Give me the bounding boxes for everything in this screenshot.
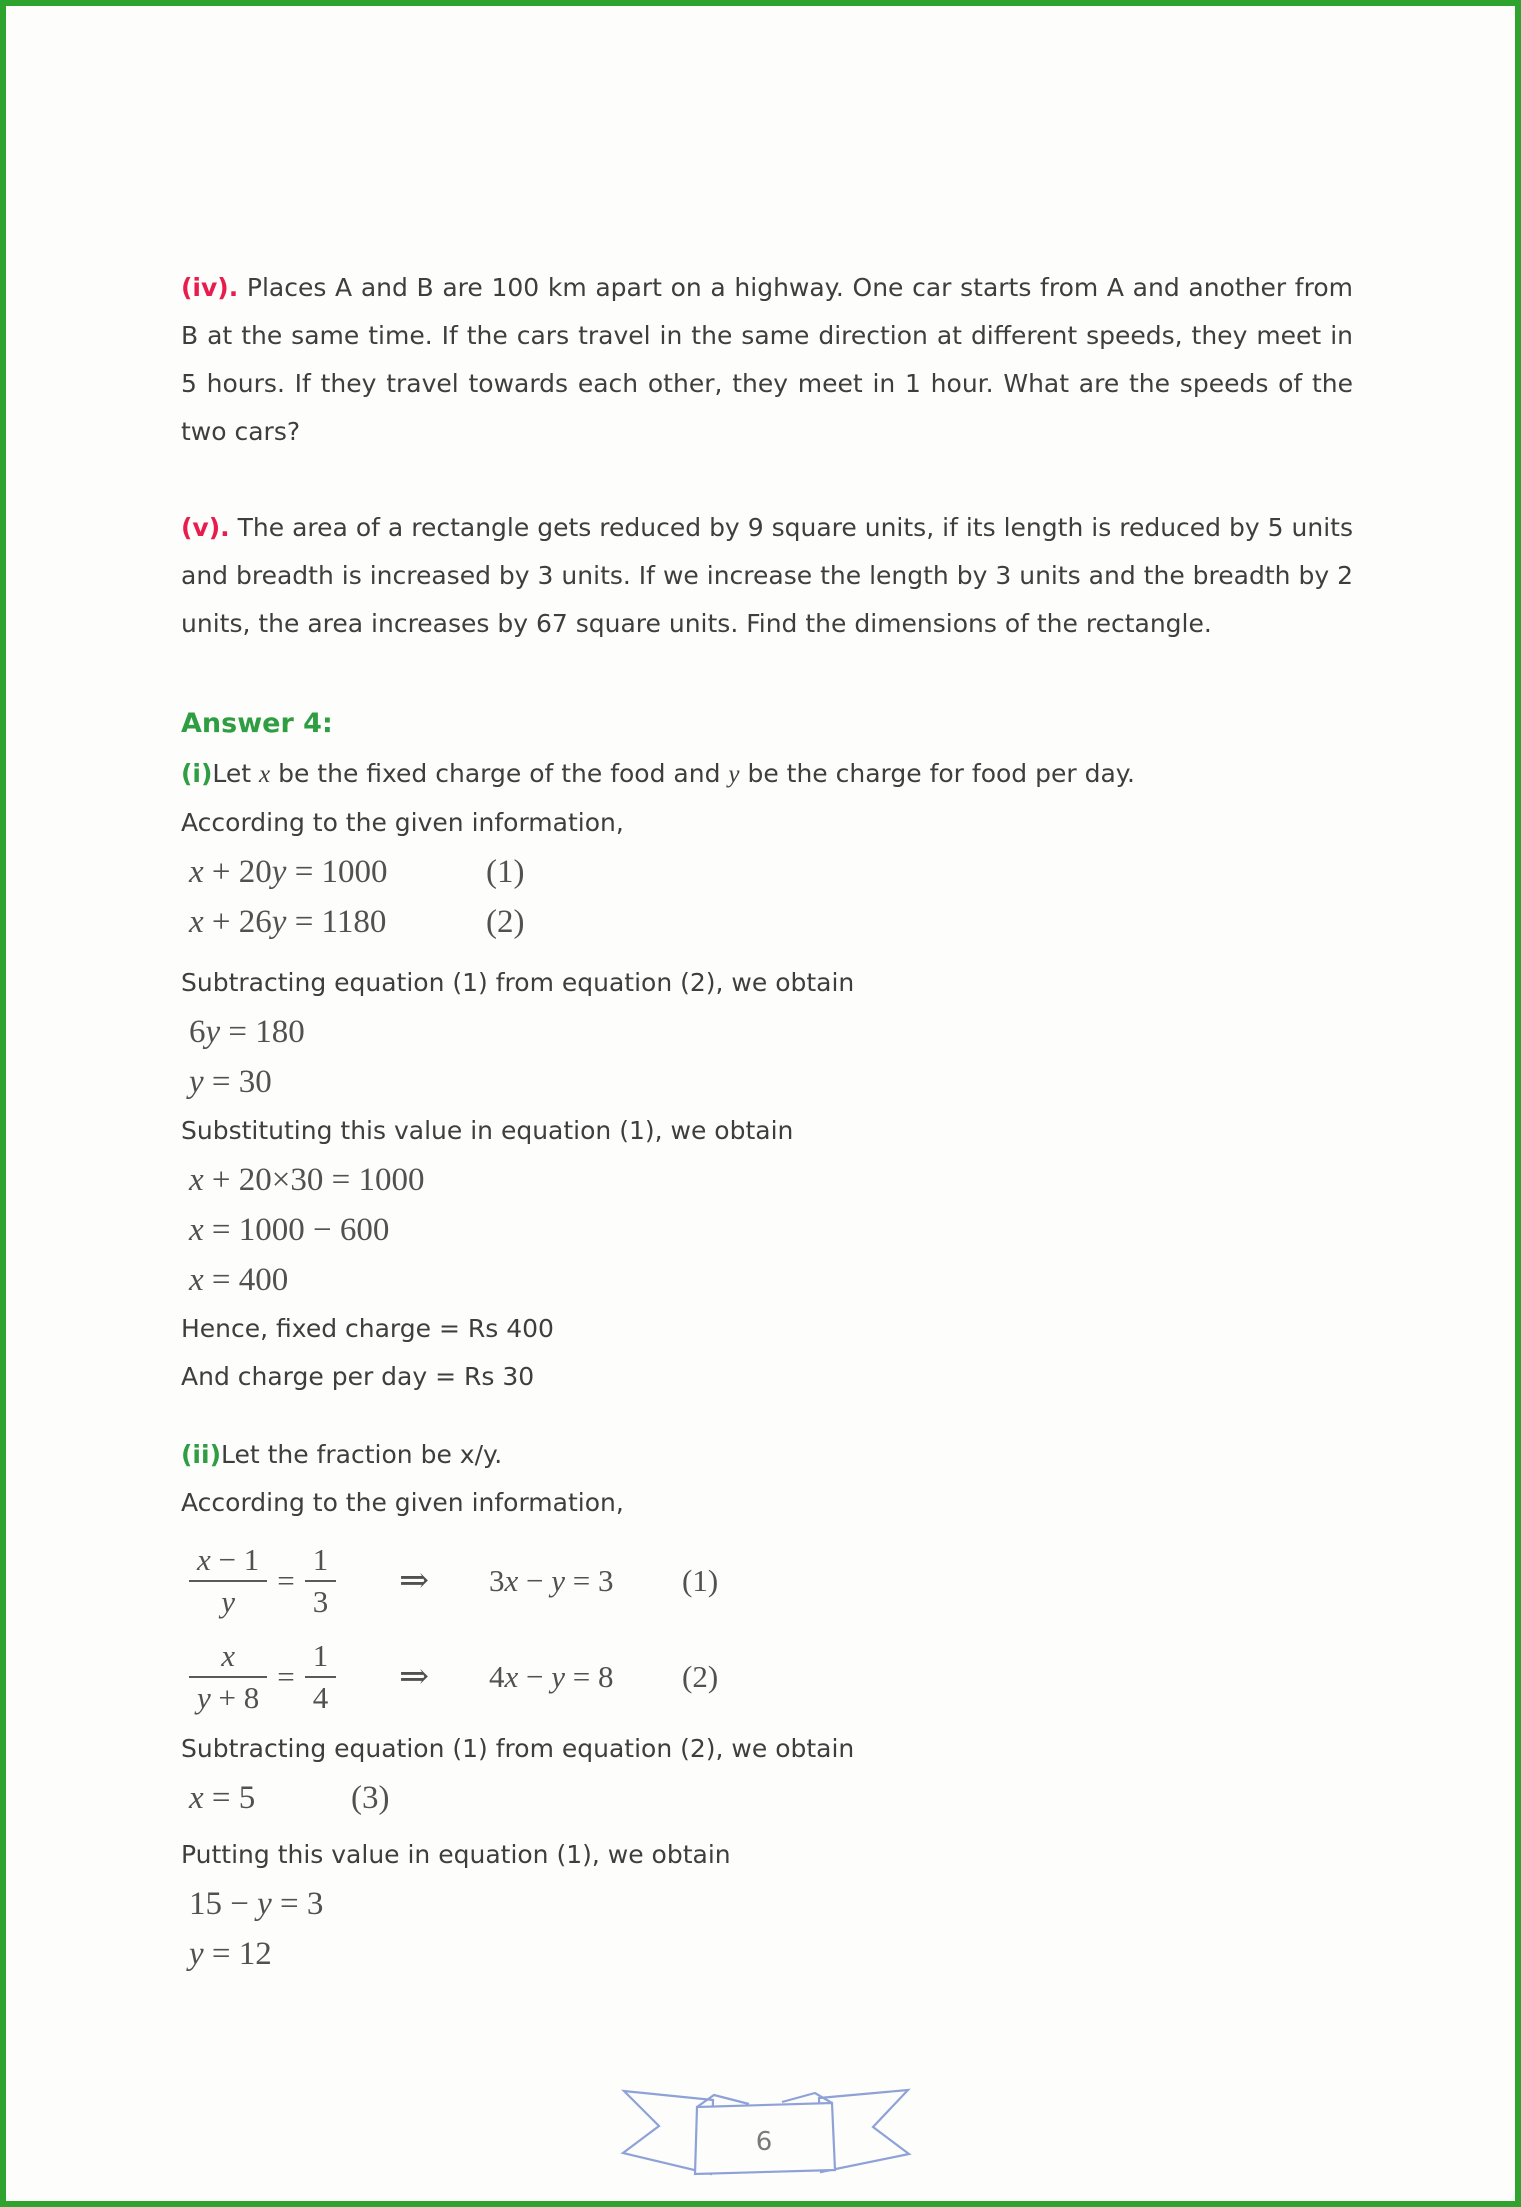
equals-sign: = [277,1659,295,1695]
part-ii-step2-line: Putting this value in equation (1), we obtain [181,1840,731,1869]
equation-1-number: (1) [486,854,525,890]
part-i-step1-line: Subtracting equation (1) from equation (2), we obtain [181,968,855,997]
question-v-label: (v). [181,513,230,542]
equation-x-1000-600: x = 1000 − 600 [189,1212,390,1248]
part-i-intro: Let x be the fixed charge of the food and y be the charge for food per day. [212,759,1135,788]
fraction-2-number: (2) [682,1659,719,1695]
part-i-step2-line: Substituting this value in equation (1), we obtain [181,1116,794,1145]
part-i-label: (i) [181,759,213,788]
page-number: 6 [755,2127,773,2157]
page-number-ribbon [601,2074,931,2189]
part-ii-label: (ii) [181,1440,221,1469]
equation-2-body: x + 26y = 1180 [189,904,387,940]
question-iv [181,264,1353,456]
equation-6y: 6y = 180 [189,1014,305,1050]
question-v-text: The area of a rectangle gets reduced by 9 square units, if its length is reduced by 5 units and breadth is increased by 3 units. If we increase the length by 3 units and the breadth by 2 units, the area increases by 67 square units. Find the dimensions of the rectangle. [181,513,1353,638]
fraction-1-result: 3x − y = 3 [489,1563,614,1599]
equation-y12: y = 12 [189,1936,272,1972]
part-ii-intro: Let the fraction be x/y. [221,1440,503,1469]
equation-2 [181,897,1353,947]
part-ii-given-line: According to the given information, [181,1488,624,1517]
fraction-rhs: $\frac{1}{4}$ [305,1638,337,1715]
equation-x-20-30: x + 20×30 = 1000 [189,1162,425,1198]
equation-x-400: x = 400 [189,1262,289,1298]
answer-part-ii-intro-line [181,1431,1353,1479]
answer-part-i-intro-line [181,750,1353,799]
answer-heading: Answer 4: [181,708,333,739]
fraction-1-number: (1) [682,1563,719,1599]
fraction-2-result: 4x − y = 8 [489,1659,614,1695]
fraction-equation-1 [181,1533,1353,1629]
equation-1-body: x + 20y = 1000 [189,854,388,890]
part-i-conclusion-2: And charge per day = Rs 30 [181,1362,535,1391]
equation-2-number: (2) [486,904,525,940]
implies-arrow-icon: ⇒ [399,1560,430,1601]
question-iv-text: Places A and B are 100 km apart on a highway. One car starts from A and another from B at the same time. If the cars travel in the same direction at different speeds, they meet in 5 hours. If they travel towards each other, they meet in 1 hour. What are the speeds of the two cars? [181,273,1353,446]
equation-x5-body: x = 5 [189,1780,256,1816]
question-iv-label: (iv). [181,273,239,302]
fraction-lhs: $\frac{x}{y + 8}$ [189,1638,267,1715]
fraction-equation-2 [181,1629,1353,1725]
equation-1 [181,847,1353,897]
part-i-conclusion-1: Hence, fixed charge = Rs 400 [181,1314,554,1343]
fraction-rhs: $\frac{1}{3}$ [305,1542,337,1619]
equation-x5-number: (3) [351,1780,390,1816]
implies-arrow-icon: ⇒ [399,1656,430,1697]
part-i-given-line: According to the given information, [181,808,624,837]
equals-sign: = [277,1563,295,1599]
equation-15-y: 15 − y = 3 [189,1886,324,1922]
page-content [181,6,1353,1979]
equation-x5 [181,1773,1353,1823]
part-ii-step1-line: Subtracting equation (1) from equation (2), we obtain [181,1734,855,1763]
question-v [181,504,1353,648]
equation-y30: y = 30 [189,1064,272,1100]
fraction-lhs: $\frac{x - 1}{y}$ [189,1542,267,1619]
